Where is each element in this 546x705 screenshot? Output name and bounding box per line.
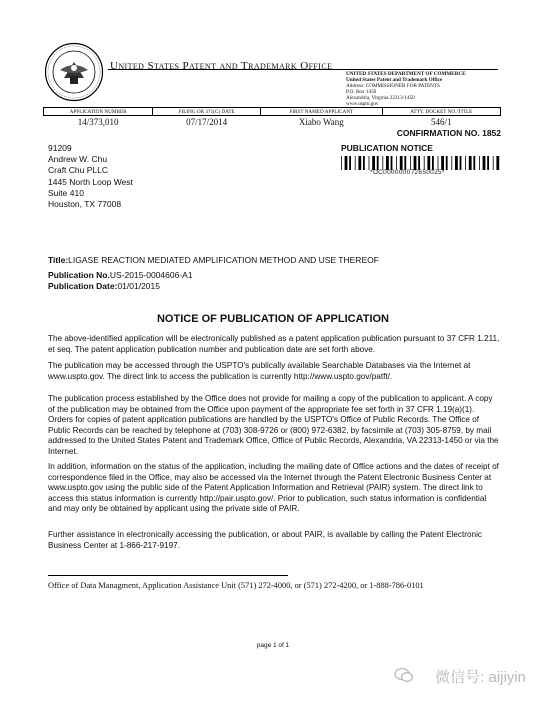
footer-contact: Office of Data Managment, Application Assistance Unit (571) 272-4000, or (571) 272-4200, or 1-888-786-0101 (48, 581, 424, 590)
barcode-text: *OC000000072650025* (370, 169, 445, 176)
header-filing-date: FILING OR 371(C) DATE (153, 108, 261, 116)
header-application-number: APPLICATION NUMBER (44, 108, 153, 116)
address-line: 91209 (48, 143, 72, 153)
address-line: Suite 410 (48, 187, 84, 198)
pub-date-value: 01/01/2015 (117, 281, 160, 291)
address-line: Houston, TX 77008 (48, 199, 122, 210)
address-line: Craft Chu PLLC (48, 165, 108, 176)
address-line: P.O. Box 1450 (346, 89, 377, 95)
address-line: Alexandria, Virginia 22313-1450 (346, 95, 415, 101)
address-line: 1445 North Loop West (48, 176, 133, 187)
watermark: 微信号: aijiyin (435, 669, 526, 686)
confirmation-number: CONFIRMATION NO. 1852 (396, 128, 501, 138)
publication-number (48, 270, 193, 280)
address-line: Andrew W. Chu (48, 154, 108, 165)
pub-date-label: Publication Date: (48, 281, 118, 291)
application-title (48, 255, 379, 265)
header-first-named-applicant: FIRST NAMED APPLICANT (261, 108, 383, 116)
body-paragraph: In addition, information on the status of the application, including the mailing date of Office actions and the dates of receipt of correspondence filed in the Office, may also be accessed via the Internet through the Patent Electronic Business Center at www.uspto.gov using the public side of the Patent Application Information and Retrieval (PAIR) system. The direct link to access this status information is currently http://pair.uspto.gov/. Prior to publication, such status information is confidential and may only be obtained by applicant using the private side of PAIR. (48, 462, 499, 514)
body-paragraph: The publication may be accessed through the USPTO's publically available Searchable Databases via the Internet at www.uspto.gov. The direct link to access the publication is currently http://www.uspto.gov/patft/. (48, 361, 471, 381)
first-named-applicant: Xiabo Wang (298, 117, 344, 127)
office-title: United States Patent and Trademark Office (110, 60, 333, 72)
atty-docket: 546/1 (431, 117, 452, 127)
sub-office-name: United States Patent and Trademark Office (346, 77, 443, 83)
publication-date (48, 281, 160, 291)
body-paragraph: The publication process established by the Office does not provide for mailing a copy of the publication to applicant. A copy of the publication may be obtained from the Office upon payment of the appropriate fee set forth in 37 CFR 1.19(a)(1). Orders for copies of patent application publications are handled by the USPTO's Office of Public Records. The Office of Public Records can be reached by telephone at (703) 308-9726 or (800) 972-6382, by facsimile at (703) 305-8759, by mail addressed to the United States Patent and Trademark Office, Office of Public Records, Alexandria, VA 22313-1450 or via the Internet. (48, 394, 499, 456)
mailing-address (48, 143, 133, 210)
uspto-seal-logo (44, 42, 104, 102)
barcode (341, 156, 501, 170)
title-value: LIGASE REACTION MEDIATED AMPLIFICATION METHOD AND USE THEREOF (68, 255, 379, 265)
address-line: Address: COMMISSIONER FOR PATENTS (346, 83, 440, 89)
pub-no-value: US-2015-0004606-A1 (109, 270, 193, 280)
header-atty-docket: ATTY. DOCKET NO./TITLE (382, 108, 500, 116)
letterhead-rule (108, 69, 498, 70)
application-info-table (43, 107, 501, 127)
publication-notice-label: PUBLICATION NOTICE (341, 143, 433, 153)
page-number: page 1 of 1 (256, 642, 290, 649)
website: www.uspto.gov (346, 101, 379, 107)
body-paragraph: Further assistance in electronically accessing the publication, or about PAIR, is available by calling the Patent Electronic Business Center at 1-866-217-9197. (48, 530, 483, 550)
body-paragraph: The above-identified application will be electronically published as a patent application publication pursuant to 37 CFR 1.211, et seq. The patent application publication number and publication date are set forth above. (48, 334, 500, 354)
notice-heading: NOTICE OF PUBLICATION OF APPLICATION (156, 313, 389, 325)
wechat-icon (394, 667, 414, 683)
footer-rule (48, 575, 288, 576)
department-name: UNITED STATES DEPARTMENT OF COMMERCE (346, 71, 466, 77)
application-number: 14/373,010 (77, 117, 119, 127)
title-label: Title: (48, 255, 69, 265)
department-address-block (346, 71, 506, 107)
pub-no-label: Publication No. (48, 270, 110, 280)
filing-date: 07/17/2014 (186, 117, 228, 127)
